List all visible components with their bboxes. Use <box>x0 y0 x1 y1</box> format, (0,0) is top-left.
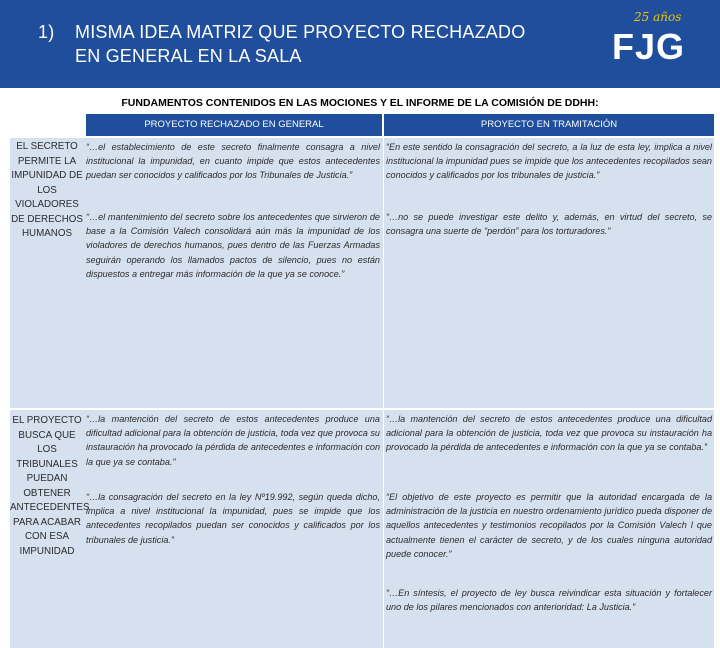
title-banner <box>0 0 720 88</box>
quote-rejected-2a: “…la mantención del secreto de estos antecedentes produce una dificultad adicional para la obtención de justicia, toda vez que provoca su instauración ha provocado la pérdida de antecedentes e información con la que ya se contaba.” <box>86 414 380 467</box>
title-number: 1) <box>38 22 55 42</box>
column-header-rejected: PROYECTO RECHAZADO EN GENERAL <box>86 114 382 136</box>
quote-rejected-1b: “…el mantenimiento del secreto sobre los antecedentes que sirvieron de base a la Comisión Valech consolidará aún más la impunidad de los violadores de derechos humanos, pues dentro de las Fuerzas Armadas seguirán operando los llamados pactos de silencio, pues no están dispuestos a entregar más información de la que ya se conoce.” <box>86 212 380 279</box>
table-row-impunity <box>10 138 714 408</box>
quote-current-1a: “En este sentido la consagración del secreto, a la luz de esta ley, implica a nivel institucional la impunidad pues se impide que los antecedentes recopilados sean conocidos y calificados por los tribunales de justicia.” <box>386 142 712 181</box>
quote-rejected-2b: “…la consagración del secreto en la ley Nº19.992, según queda dicho, implica a nivel institucional la impunidad, pues se impide que los antecedentes recopilados puedan ser conocidos y calificados por los tribunales de justicia.” <box>86 492 380 545</box>
table-row-justice <box>10 410 714 648</box>
quote-current-1b: “…no se puede investigar este delito y, además, en virtud del secreto, se consagra una suerte de “perdón” para los torturadores.” <box>386 212 712 237</box>
fjg-logo <box>606 8 686 78</box>
column-header-current: PROYECTO EN TRAMITACIÓN <box>384 114 714 136</box>
row-label-justice: EL PROYECTO BUSCA QUE LOS TRIBUNALES PUEDAN OBTENER ANTECEDENTES PARA ACABAR CON ESA IMPUNIDAD <box>10 415 90 557</box>
quote-current-2c: “…En síntesis, el proyecto de ley busca reivindicar esta situación y fortalecer uno de los pilares mencionados con anterioridad: La Justicia.” <box>386 588 712 613</box>
quote-current-2a: “…la mantención del secreto de estos antecedentes produce una dificultad adicional para la obtención de justicia, toda vez que provoca su instauración ha provocado la pérdida de antecedentes e información con la que ya se contaba.” <box>386 414 712 453</box>
column-divider <box>383 138 384 408</box>
title-text: MISMA IDEA MATRIZ QUE PROYECTO RECHAZADO EN GENERAL EN LA SALA <box>75 22 526 66</box>
row-label-impunity: EL SECRETO PERMITE LA IMPUNIDAD DE LOS VIOLADORES DE DERECHOS HUMANOS <box>11 141 83 239</box>
quote-rejected-1a: “…el establecimiento de este secreto finalmente consagra a nivel institucional la impunidad, en cuanto impide que estos antecedentes puedan ser conocidos y calificados por los Tribunales de Justicia.” <box>86 142 380 181</box>
section-subtitle: FUNDAMENTOS CONTENIDOS EN LAS MOCIONES Y EL INFORME DE LA COMISIÓN DE DDHH: <box>121 97 599 109</box>
column-divider <box>383 410 384 648</box>
logo-years: 25 años <box>634 10 682 24</box>
logo-mark: FJG <box>612 26 686 67</box>
quote-current-2b: “El objetivo de este proyecto es permitir que la autoridad encargada de la administración de la justicia en nuestro ordenamiento jurídico pueda disponer de aquellos antecedentes y testimonios recopilados por la Comisión Valech I que actualmente tienen el carácter de secreto, y de los cuales ninguna autoridad puede conocer.” <box>386 492 712 559</box>
